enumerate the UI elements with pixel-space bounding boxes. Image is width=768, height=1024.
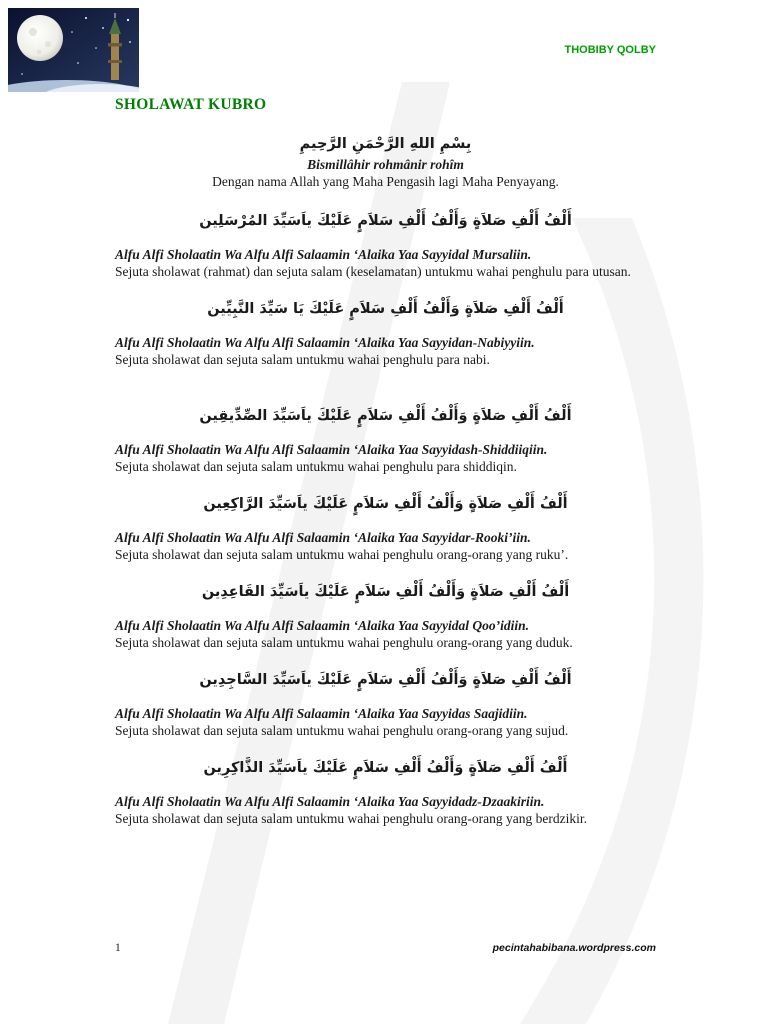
sholawat-section-2 bbox=[115, 299, 656, 368]
footer-site-link: pecintahabibana.wordpress.com bbox=[492, 942, 656, 954]
section-transliteration: Alfu Alfi Sholaatin Wa Alfu Alfi Salaamin ‘Alaika Yaa Sayyidadz-Dzaakiriin. bbox=[115, 794, 545, 809]
basmala-transliteration: Bismillâhir rohmânir rohîm bbox=[307, 157, 464, 172]
sholawat-section-4 bbox=[115, 494, 656, 563]
section-transliteration: Alfu Alfi Sholaatin Wa Alfu Alfi Salaamin ‘Alaika Yaa Sayyidash-Shiddiiqiin. bbox=[115, 442, 548, 457]
page-title: SHOLAWAT KUBRO bbox=[115, 96, 267, 113]
section-arabic: أَلْفُ أَلْفِ صَلاَةٍ وَأَلْفُ أَلْفِ سَلاَمٍ عَلَيْكَ ياَسَيِّدَ الرَّاكِعِين bbox=[203, 496, 568, 512]
section-transliteration: Alfu Alfi Sholaatin Wa Alfu Alfi Salaamin ‘Alaika Yaa Sayyidan-Nabiyyiin. bbox=[115, 335, 535, 350]
section-arabic: أَلْفُ أَلْفِ صَلاَةٍ وَأَلْفُ أَلْفِ سَلاَمٍ عَلَيْكَ ياَسَيِّدَ القَاعِدِين bbox=[201, 584, 570, 600]
section-arabic: أَلْفُ أَلْفِ صَلاَةٍ وَأَلْفُ أَلْفِ سَلاَمٍ عَلَيْكَ ياَسَيِّدَ الذَّاكِرِين bbox=[203, 760, 568, 776]
section-arabic: أَلْفُ أَلْفِ صَلاَةٍ وَأَلْفُ أَلْفِ سَلاَمٍ عَلَيْكَ يَا سَيِّدَ النَّبِيِّين bbox=[207, 301, 564, 317]
section-arabic: أَلْفُ أَلْفِ صَلاَةٍ وَأَلْفُ أَلْفِ سَلاَمٍ عَلَيْكَ ياَسَيِّدَ المُرْسَلِين bbox=[199, 213, 572, 229]
section-translation: Sejuta sholawat (rahmat) dan sejuta salam (keselamatan) untukmu wahai penghulu para utusan. bbox=[115, 264, 631, 279]
section-transliteration: Alfu Alfi Sholaatin Wa Alfu Alfi Salaamin ‘Alaika Yaa Sayyidal Mursaliin. bbox=[115, 247, 532, 262]
section-translation: Sejuta sholawat dan sejuta salam untukmu wahai penghulu orang-orang yang ruku’. bbox=[115, 547, 569, 562]
page-number: 1 bbox=[115, 942, 121, 954]
sholawat-section-6 bbox=[115, 670, 656, 739]
section-translation: Sejuta sholawat dan sejuta salam untukmu wahai penghulu orang-orang yang sujud. bbox=[115, 723, 569, 738]
basmala-block bbox=[115, 134, 656, 190]
section-transliteration: Alfu Alfi Sholaatin Wa Alfu Alfi Salaamin ‘Alaika Yaa Sayyidas Saajidiin. bbox=[115, 706, 528, 721]
sholawat-section-5 bbox=[115, 582, 656, 651]
basmala-arabic: بِسْمِ اللهِ الرَّحْمَنِ الرَّحِيمِ bbox=[299, 136, 472, 152]
sholawat-section-3 bbox=[115, 406, 656, 475]
section-transliteration: Alfu Alfi Sholaatin Wa Alfu Alfi Salaamin ‘Alaika Yaa Sayyidal Qoo’idiin. bbox=[115, 618, 529, 633]
basmala-translation: Dengan nama Allah yang Maha Pengasih lagi Maha Penyayang. bbox=[212, 174, 559, 189]
page-footer bbox=[115, 942, 656, 954]
sholawat-section-1 bbox=[115, 211, 656, 280]
header-brand: THOBIBY QOLBY bbox=[564, 44, 656, 56]
section-arabic: أَلْفُ أَلْفِ صَلاَةٍ وَأَلْفُ أَلْفِ سَلاَمٍ عَلَيْكَ ياَسَيِّدَ السَّاجِدِين bbox=[199, 672, 572, 688]
section-translation: Sejuta sholawat dan sejuta salam untukmu wahai penghulu para nabi. bbox=[115, 352, 490, 367]
sholawat-section-7 bbox=[115, 758, 656, 827]
section-arabic: أَلْفُ أَلْفِ صَلاَةٍ وَأَلْفُ أَلْفِ سَلاَمٍ عَلَيْكَ ياَسَيِّدَ الصِّدِّيقِين bbox=[199, 408, 572, 424]
section-translation: Sejuta sholawat dan sejuta salam untukmu wahai penghulu orang-orang yang duduk. bbox=[115, 635, 573, 650]
section-translation: Sejuta sholawat dan sejuta salam untukmu wahai penghulu para shiddiqin. bbox=[115, 459, 517, 474]
section-translation: Sejuta sholawat dan sejuta salam untukmu wahai penghulu orang-orang yang berdzikir. bbox=[115, 811, 587, 826]
section-transliteration: Alfu Alfi Sholaatin Wa Alfu Alfi Salaamin ‘Alaika Yaa Sayyidar-Rooki’iin. bbox=[115, 530, 531, 545]
moon-minaret-image bbox=[8, 8, 139, 92]
